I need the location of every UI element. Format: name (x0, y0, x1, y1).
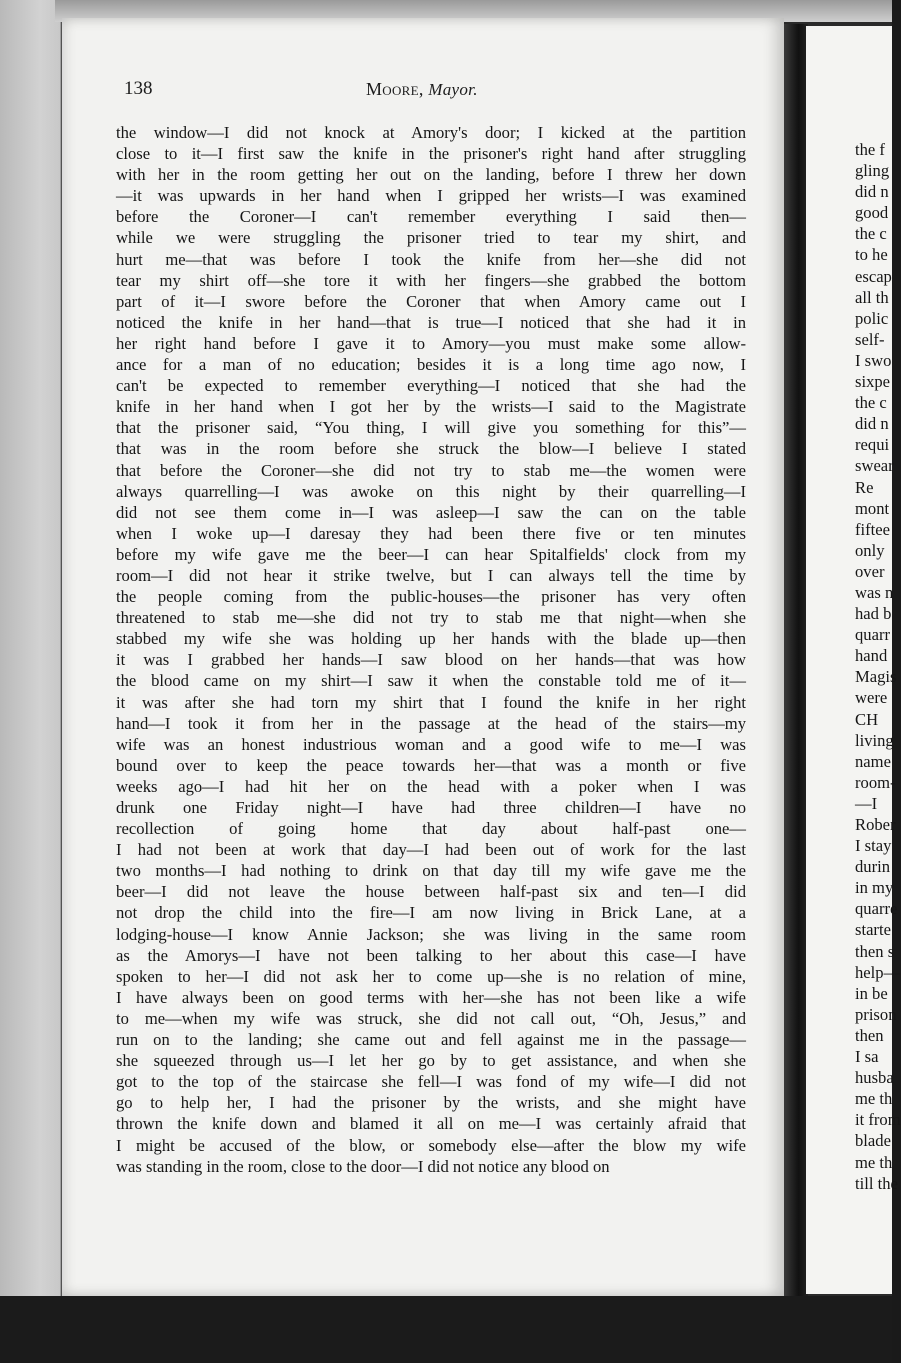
text-line: when I woke up—I daresay they had been there five or ten minutes (116, 523, 746, 543)
text-line: part of it—I swore before the Coroner that when Amory came out I (116, 291, 746, 311)
text-line: that was in the room before she struck the blow—I believe I stated (116, 439, 746, 459)
text-line: the people coming from the public-houses—the prisoner has very often (116, 587, 746, 607)
text-line: wife was an honest industrious woman and a good wife to me—I was (116, 734, 746, 754)
text-line: I might be accused of the blow, or somebody else—after the blow my wife (116, 1135, 746, 1155)
next-page-line-fragment: only (855, 540, 885, 560)
next-page-line-fragment: self- (855, 329, 885, 349)
text-line: got to the top of the staircase she fell—I was fond of my wife—I did not (116, 1072, 746, 1092)
next-page-line-fragment: fiftee (855, 519, 891, 539)
text-line: tear my shirt off—she tore it with her fingers—she grabbed the bottom (116, 270, 746, 290)
text-line: knife in her hand when I got her by the wrists—I said to the Magistrate (116, 397, 746, 417)
text-line: hurt me—that was before I took the knife from her—she did not (116, 249, 746, 269)
text-line: with her in the room getting her out on the landing, before I threw her down (116, 165, 746, 185)
next-page-line-fragment: it from (855, 1110, 901, 1130)
text-line: recollection of going home that day about half-past one— (116, 819, 746, 839)
next-page-line-fragment: to he (855, 245, 888, 265)
next-page-line-fragment: did n (855, 182, 889, 202)
next-page-line-fragment: the c (855, 393, 887, 413)
next-page-line-fragment: swear (855, 456, 894, 476)
text-line: thrown the knife down and blamed it all on me—I was certainly afraid that (116, 1114, 746, 1134)
text-line: bound over to keep the peace towards her—that was a month or five (116, 755, 746, 775)
text-line: close to it—I first saw the knife in the prisoner's right hand after struggling (116, 144, 746, 164)
text-line: did not see them come in—I was asleep—I saw the can on the table (116, 502, 746, 522)
text-line: two months—I had nothing to drink on that day till my wife gave me the (116, 861, 746, 881)
next-page-line-fragment: gling (855, 161, 890, 181)
next-page-line-fragment: hand (855, 646, 888, 666)
text-line: can't be expected to remember everything—I noticed that she had the (116, 376, 746, 396)
text-line: before my wife gave me the beer—I can hear Spitalfields' clock from my (116, 544, 746, 564)
next-page-line-fragment: sixpe (855, 372, 891, 392)
next-page-line-fragment: I swo (855, 350, 892, 370)
next-page-line-fragment: name (855, 751, 891, 771)
next-page-line-fragment: in be (855, 983, 888, 1003)
text-line: I had not been at work that day—I had been out of work for the last (116, 840, 746, 860)
text-line: go to help her, I had the prisoner by the wrists, and she might have (116, 1093, 746, 1113)
next-page-line-fragment: Magis (855, 667, 897, 687)
book-gutter (784, 24, 808, 1296)
text-line: drunk one Friday night—I have had three children—I have no (116, 798, 746, 817)
text-line: was standing in the room, close to the door—I did not notice any blood on (116, 1156, 610, 1176)
text-line: her right hand before I gave it to Amory—you must make some allow- (116, 333, 746, 353)
text-line: not drop the child into the fire—I am now living in Brick Lane, at a (116, 903, 746, 923)
next-page-line-fragment: mont (855, 498, 890, 518)
next-page-fragments (855, 139, 901, 1194)
next-page-line-fragment: the c (855, 224, 887, 244)
text-line: that the prisoner said, “You thing, I will give you something for this”— (116, 418, 746, 438)
text-line: while we were struggling the prisoner tried to tear my shirt, and (116, 228, 746, 248)
text-line: noticed the knife in her hand—that is true—I noticed that she had it in (116, 312, 746, 332)
text-line: room—I did not hear it strike twelve, but I can always tell the time by (116, 565, 746, 585)
text-line: the blood came on my shirt—I saw it when the constable told me of it— (116, 671, 746, 691)
next-page-line-fragment: I stay (855, 836, 892, 856)
next-page-line-fragment: was n (855, 582, 894, 602)
text-line: to me—when my wife was struck, she did not call out, “Oh, Jesus,” and (116, 1008, 746, 1028)
text-line: spoken to her—I did not ask her to come up—she is no relation of mine, (116, 966, 746, 986)
text-line: lodging-house—I know Annie Jackson; she was living in the same room (116, 924, 746, 944)
next-page-line-fragment: starte (855, 920, 891, 940)
text-line: that before the Coroner—she did not try to stab me—the women were (116, 460, 746, 480)
next-page-line-fragment: quarr (855, 625, 891, 645)
text-line: weeks ago—I had hit her on the head with a poker when I was (116, 776, 746, 796)
next-page-line-fragment: then (855, 1025, 884, 1045)
next-page-line-fragment: Rober (855, 815, 896, 834)
next-page-line-fragment: escap (855, 266, 892, 286)
next-page-line-fragment: were (855, 688, 888, 708)
next-page-line-fragment: —I (855, 793, 878, 813)
running-head-title: Mayor. (428, 80, 478, 99)
next-page-line-fragment: all th (855, 287, 889, 307)
running-head (366, 79, 478, 100)
next-page-line-fragment: prison (855, 1004, 897, 1024)
text-line: hand—I took it from her in the passage at the head of the stairs—my (116, 713, 746, 733)
next-page-line-fragment: over (855, 561, 885, 581)
next-page-line-fragment: I sa (855, 1047, 879, 1067)
text-line: beer—I did not leave the house between half-past six and ten—I did (116, 882, 746, 902)
next-page-line-fragment: in my (855, 878, 894, 898)
running-head-name: Moore, (366, 79, 424, 99)
next-page-line-fragment: had b (855, 604, 892, 624)
next-page-line-fragment: me th (855, 1152, 893, 1172)
next-page-line-fragment: me th (855, 1089, 893, 1109)
text-line: always quarrelling—I was awoke on this night by their quarrelling—I (116, 481, 746, 501)
next-page-line-fragment: durin (855, 857, 891, 877)
text-line: stabbed my wife she was holding up her hands with the blade up—then (116, 629, 746, 649)
next-page-line-fragment: help— (855, 962, 901, 982)
next-page-line-fragment: CH (855, 709, 879, 729)
testimony-text (116, 122, 746, 1177)
next-page-line-fragment: quarre (855, 899, 898, 919)
text-line: she squeezed through us—I let her go by to get assistance, and when she (116, 1051, 746, 1071)
text-line: it was I grabbed her hands—I saw blood on her hands—that was how (116, 650, 746, 670)
page-header (124, 78, 744, 102)
next-page-line-fragment: till the (855, 1173, 898, 1193)
text-line: ance for a man of no education; besides it is a long time ago now, I (116, 355, 746, 375)
page-number: 138 (124, 78, 153, 99)
next-page-line-fragment: then s (855, 941, 895, 961)
text-line: before the Coroner—I can't remember everything I said then— (116, 207, 746, 227)
next-page-line-fragment: requi (855, 435, 890, 455)
next-page-line-fragment: husba (855, 1068, 894, 1088)
text-line: it was after she had torn my shirt that I found the knife in her right (116, 692, 746, 712)
text-line: as the Amorys—I have not been talking to her about this case—I have (116, 945, 746, 965)
text-line: I have always been on good terms with her—she has not been like a wife (116, 987, 746, 1007)
next-page-line-fragment: did n (855, 414, 889, 434)
next-page-line-fragment: polic (855, 308, 889, 328)
next-page-line-fragment: Re (855, 477, 874, 497)
text-line: the window—I did not knock at Amory's door; I kicked at the partition (116, 123, 746, 142)
text-line: threatened to stab me—she did not try to stab me that night—when she (116, 608, 746, 628)
text-line: —it was upwards in her hand when I gripped her wrists—I was examined (116, 186, 746, 206)
next-page-line-fragment: the f (855, 140, 885, 159)
next-page-line-fragment: room- (855, 772, 896, 792)
next-page-line-fragment: good (855, 203, 889, 223)
bottom-shadow (0, 1296, 892, 1363)
next-page-line-fragment: blade (855, 1131, 891, 1151)
next-page-line-fragment: living (855, 730, 894, 750)
text-line: run on to the landing; she came out and fell against me in the passage— (116, 1030, 746, 1050)
